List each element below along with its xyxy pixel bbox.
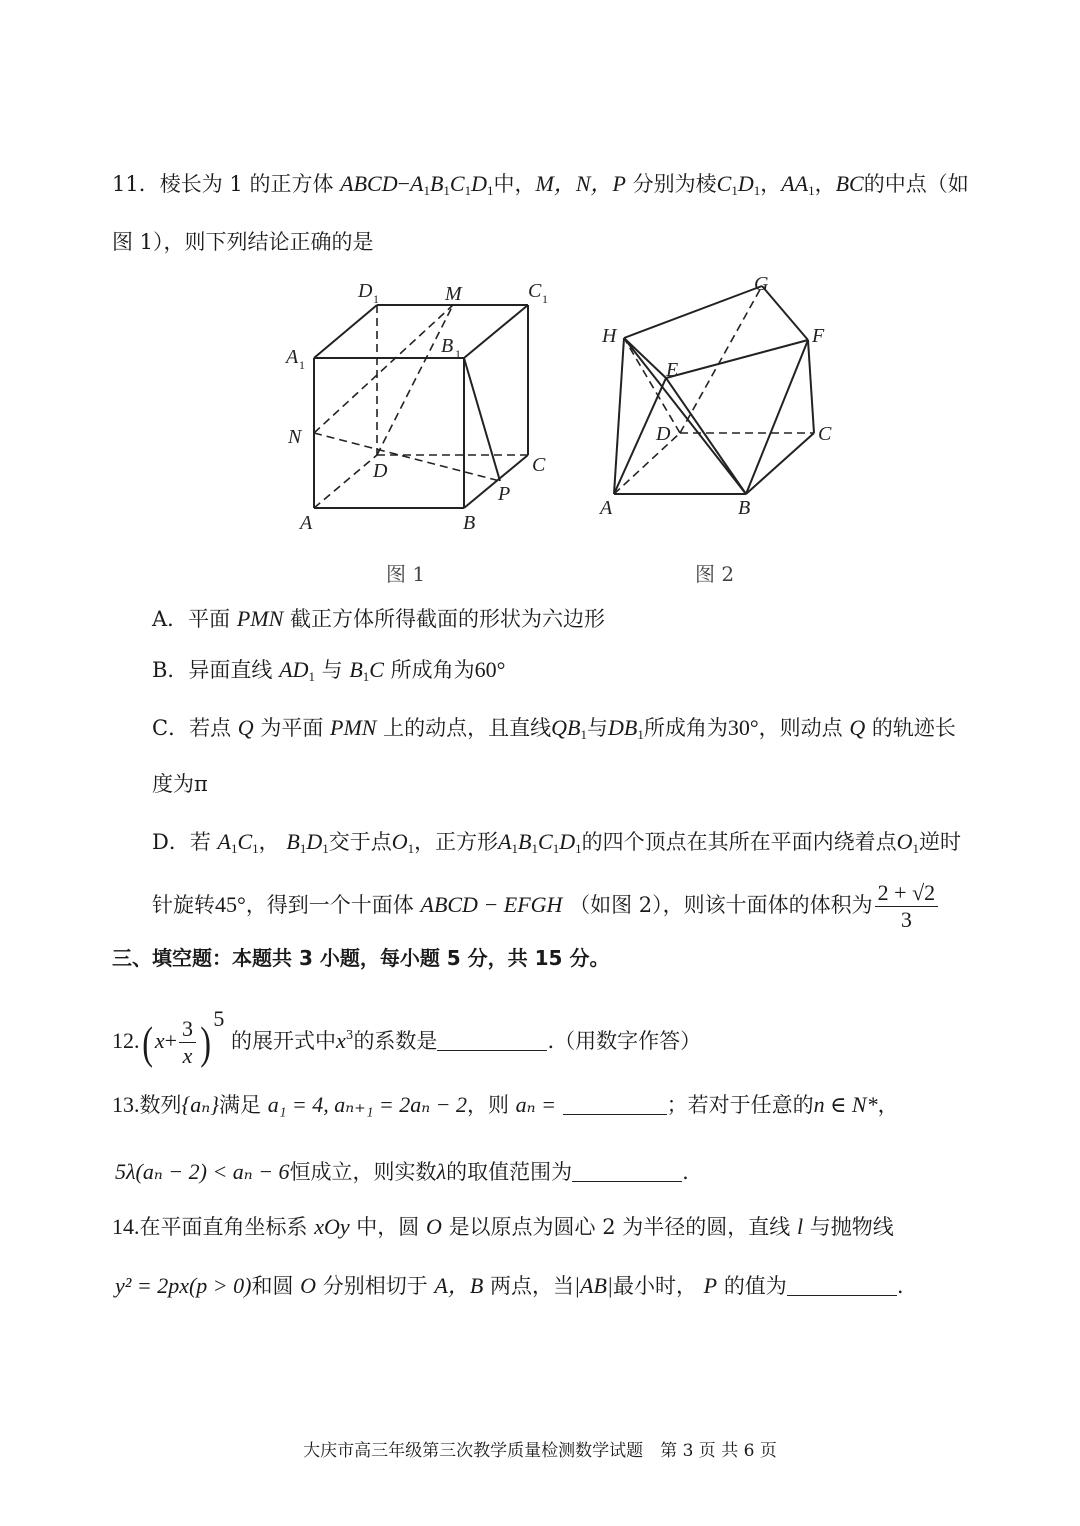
q11-stem-line2: 图 1），则下列结论正确的是 bbox=[112, 230, 374, 254]
label-H: H bbox=[602, 325, 617, 347]
option-c-line2: 度为π bbox=[152, 772, 208, 796]
label-C: C bbox=[532, 454, 546, 476]
label-C: C bbox=[818, 423, 832, 445]
svg-text:1: 1 bbox=[542, 292, 548, 306]
figure-1-caption: 图 1 bbox=[386, 562, 426, 586]
q14-answer-blank[interactable] bbox=[787, 1275, 897, 1296]
q13-line1: 13.数列{aₙ}满足 a₁ = 4, aₙ₊₁ = 2aₙ − 2，则 aₙ = ；若对于任意的n ∈ N*， bbox=[112, 1092, 899, 1117]
label-E: E bbox=[666, 359, 679, 381]
page-footer: 大庆市高三年级第三次教学质量检测数学试题 第 3 页 共 6 页 bbox=[303, 1441, 777, 1461]
figure-1-cube bbox=[280, 275, 580, 545]
label-A1: A bbox=[286, 346, 299, 368]
q13-answer-blank-1[interactable] bbox=[563, 1094, 667, 1115]
option-a: A．平面 PMN 截正方体所得截面的形状为六边形 bbox=[152, 606, 605, 631]
option-d-line2: 针旋转45°，得到一个十面体 ABCD − EFGH （如图 2），则该十面体的体积为 $\frac{2 + √2}{3}$ bbox=[152, 880, 940, 933]
label-D1: D bbox=[358, 280, 373, 302]
label-G: G bbox=[754, 273, 769, 295]
q13-answer-blank-2[interactable] bbox=[572, 1161, 682, 1182]
label-B: B bbox=[738, 497, 751, 519]
svg-text:1: 1 bbox=[455, 347, 461, 361]
q12-answer-blank[interactable] bbox=[437, 1030, 547, 1051]
option-b: B．异面直线 $AD_1$ 与 $B_1C$ 所成角为60° bbox=[152, 657, 506, 684]
label-B1: B bbox=[441, 335, 454, 357]
svg-text:1: 1 bbox=[373, 292, 379, 306]
label-P: P bbox=[498, 483, 511, 505]
figure-2-decahedron bbox=[590, 268, 880, 528]
q13-line2: 5λ(aₙ − 2) < aₙ − 6恒成立，则实数λ的取值范围为 . bbox=[115, 1159, 689, 1184]
svg-text:1: 1 bbox=[299, 358, 305, 372]
option-d-line1: D．若 $A_1C_1$， $B_1D_1$交于点$O_1$，正方形$A_1B_1C_1D_1$的四个顶点在其所在平面内绕着点$O_1$逆时 bbox=[152, 829, 961, 856]
label-M: M bbox=[445, 283, 462, 305]
option-c-line1: C．若点 Q 为平面 PMN 上的动点，且直线$QB_1$与$DB_1$所成角为30°，则动点 Q 的轨迹长 bbox=[152, 715, 956, 742]
figure-2-caption: 图 2 bbox=[695, 562, 735, 586]
label-D: D bbox=[373, 460, 388, 482]
q12: 12.( x+ $\frac{3}{x}$ ) $^5$ 的展开式中$x^3$的系数是 .（用数字作答） bbox=[112, 1006, 702, 1068]
label-A: A bbox=[300, 512, 313, 534]
q11-stem-line1: 11．棱长为 1 的正方体 $ABCD-A_1B_1C_1D_1$中，M，N，P 分别为棱$C_1D_1$，$AA_1$，BC的中点（如 bbox=[112, 171, 969, 198]
q14-line2: y² = 2px(p > 0)和圆 O 分别相切于 A，B 两点，当|AB|最小时， P 的值为 . bbox=[115, 1273, 904, 1298]
section-3-title: 三、填空题：本题共 3 小题，每小题 5 分，共 15 分。 bbox=[112, 946, 610, 970]
label-C1: C bbox=[528, 280, 542, 302]
label-F: F bbox=[812, 325, 825, 347]
volume-fraction: $\frac{2 + √2}{3}$ bbox=[875, 880, 938, 933]
label-D: D bbox=[656, 423, 671, 445]
label-N: N bbox=[288, 426, 302, 448]
q14-line1: 14.在平面直角坐标系 xOy 中，圆 O 是以原点为圆心 2 为半径的圆，直线 l 与抛物线 bbox=[112, 1214, 894, 1239]
label-B: B bbox=[463, 512, 476, 534]
label-A: A bbox=[600, 497, 613, 519]
